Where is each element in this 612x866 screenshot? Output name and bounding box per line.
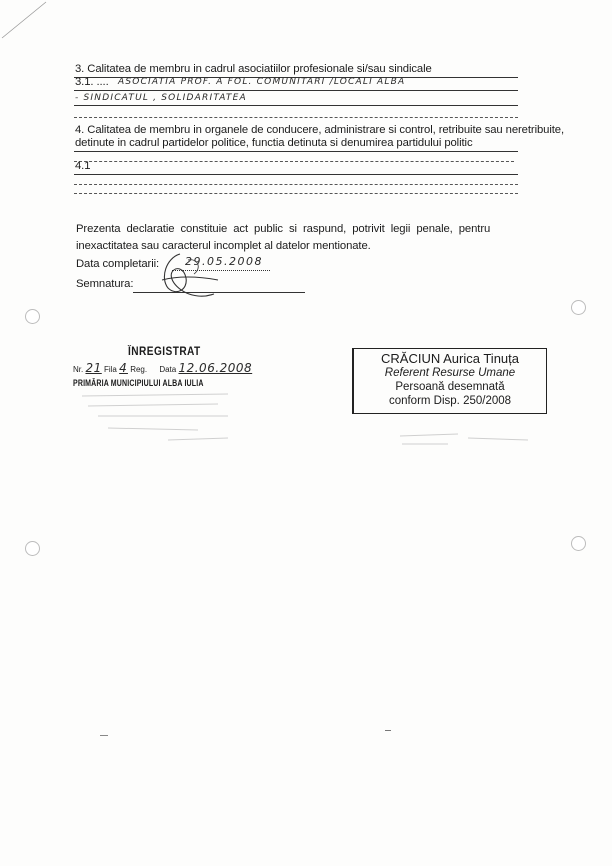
stray-mark — [385, 730, 391, 731]
section-3-heading: 3. Calitatea de membru in cadrul asociatiilor profesionale si/sau sindicale — [75, 63, 432, 75]
reg-data-label: Data — [159, 365, 177, 374]
stray-mark — [100, 735, 108, 736]
section-3-1-rule — [74, 90, 518, 91]
stamp-position: Referent Resurse Umane — [384, 367, 516, 379]
reg-nr-label: Nr. — [73, 365, 84, 374]
section-4-heading-line2: detinute in cadrul partidelor politice, functia detinuta si denumirea partidului politic — [75, 137, 473, 149]
section-4-rule-b — [74, 184, 518, 185]
section-3-2-rule — [74, 105, 518, 106]
stamp-name: CRĂCIUN Aurica Tinuța — [381, 351, 519, 366]
section-3-1-prefix: 3.1. .... — [75, 76, 109, 88]
handwritten-signature — [158, 250, 228, 302]
section-4-heading-line1: 4. Calitatea de membru in organele de conducere, administrare si control, retribuite sau neretribuite, — [75, 124, 565, 136]
date-value: 29.05.2008 — [185, 255, 263, 268]
registration-stamp-title: ÎNREGISTRAT — [128, 346, 201, 358]
registration-stamp-numbers — [73, 361, 252, 375]
reg-fila-label: Fila — [103, 365, 117, 374]
punch-hole — [25, 541, 40, 556]
date-label: Data completarii: — [76, 258, 160, 270]
section-3-3-rule — [74, 117, 518, 118]
punch-hole — [571, 300, 586, 315]
punch-hole — [25, 309, 40, 324]
stamp-designated: Persoană desemnată — [395, 381, 505, 393]
declaration-line1: Prezenta declaratie constituie act public si raspund, potrivit legii penale, pentru — [76, 223, 491, 235]
reg-nr-value: 21 — [85, 361, 102, 375]
section-4-1-prefix: 4.1 — [75, 160, 91, 172]
section-4-rule-c — [74, 193, 518, 194]
reg-reg-label: Reg. — [130, 365, 148, 374]
faded-stamp-traces-right — [398, 428, 538, 450]
section-4-heading-rule — [74, 151, 518, 152]
official-signature-stamp — [352, 348, 547, 414]
reg-data-value: 12.06.2008 — [178, 361, 253, 375]
scan-corner-mark — [0, 0, 60, 50]
section-3-1-handwritten: ASOCIATIA PROF. A FOL. COMUNITARI /LOCALI ALBA — [118, 77, 406, 87]
section-3-2-handwritten: - SINDICATUL , SOLIDARITATEA — [75, 93, 247, 103]
registration-stamp-institution: PRIMĂRIA MUNICIPIULUI ALBA IULIA — [73, 378, 204, 388]
stamp-disposition: conform Disp. 250/2008 — [388, 395, 512, 407]
signature-label: Semnatura: — [76, 278, 134, 290]
section-4-1-rule — [74, 174, 518, 175]
faded-stamp-traces — [78, 388, 238, 448]
punch-hole — [571, 536, 586, 551]
declaration-line2: inexactitatea sau caracterul incomplet al datelor mentionate. — [76, 240, 371, 252]
reg-fila-value: 4 — [119, 361, 128, 375]
section-4-rule-a — [74, 161, 514, 162]
